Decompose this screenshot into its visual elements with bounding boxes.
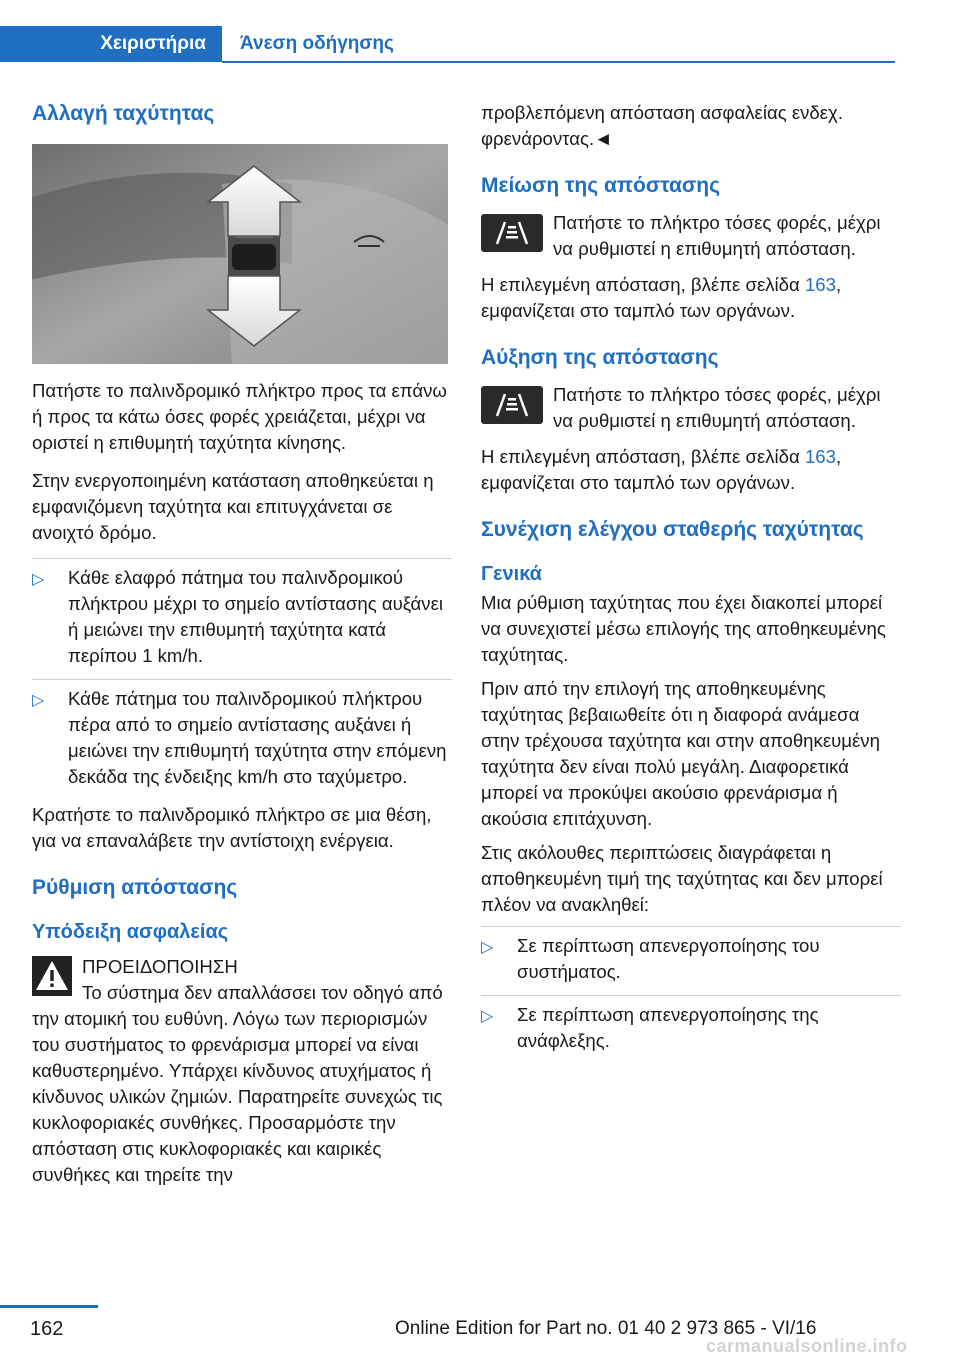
decrease-instruction [481, 210, 901, 262]
heading-distance-setting: Ρύθμιση απόστασης [32, 876, 238, 899]
distance-button-icon [481, 386, 543, 424]
page-reference-link[interactable]: 163 [804, 446, 836, 467]
resume-bullet-list [481, 926, 901, 1054]
increase-instruction [481, 382, 901, 434]
speed-bullet-list [32, 558, 452, 790]
warning-title: ΠΡΟΕΙΔΟΠΟΙΗΣΗ [82, 956, 238, 977]
general-paragraph-1: Μια ρύθμιση ταχύτητας που έχει διακοπεί μπορεί να συνεχιστεί μέσω επιλογής της αποθηκευμένης ταχύτητας. [481, 592, 886, 665]
header-divider [222, 61, 895, 63]
right-column [481, 100, 901, 1066]
distance-button-icon [481, 214, 543, 252]
decrease-selected-note: Η επιλεγμένη απόσταση, βλέπε σελίδα 163, εμφανίζεται στο ταμπλό των οργάνων. [481, 274, 842, 321]
list-item: ▷ Σε περίπτωση απενεργοποίησης της ανάφλεξης. [481, 995, 901, 1054]
steering-wheel-image [32, 144, 448, 364]
watermark: carmanualsonline.info [706, 1336, 908, 1356]
speed-paragraph-1: Πατήστε το παλινδρομικό πλήκτρο προς τα επάνω ή προς τα κάτω όσες φορές χρειάζεται, μέχρι να οριστεί η επιθυμητή ταχύτητα κίνησης. [32, 380, 447, 453]
triangle-bullet-icon: ▷ [481, 1008, 494, 1025]
heading-increase-distance: Αύξηση της απόστασης [481, 346, 719, 369]
heading-decrease-distance: Μείωση της απόστασης [481, 174, 721, 197]
heading-resume-cruise: Συνέχιση ελέγχου σταθερής ταχύτητας [481, 518, 864, 541]
list-item: ▷ Σε περίπτωση απενεργοποίησης του συστήματος. [481, 926, 901, 985]
speed-paragraph-2: Στην ενεργοποιημένη κατάσταση αποθηκεύεται η εμφανιζόμενη ταχύτητα και επιτυγχάνεται σε ανοιχτό δρόμο. [32, 470, 434, 543]
warning-block [32, 954, 452, 1188]
warning-text: Το σύστημα δεν απαλλάσσει τον οδηγό από την ατομική του ευθύνη. Λόγω των περιορισμών του συστήματος το φρενάρισμα μπορεί να είναι καθυστερημένο. Υπάρχει κίνδυνος ατυχήματος ή κίνδυνος υλικών ζημιών. Παρατηρείτε συνεχώς τις κυκλοφοριακές συνθήκες. Προσαρμόστε την απόσταση στις κυκλοφοριακές και καιρικές συνθήκες και τηρείτε την [32, 982, 443, 1185]
general-paragraph-3: Στις ακόλουθες περιπτώσεις διαγράφεται η αποθηκευμένη τιμή της ταχύτητας και δεν μπορεί πλέον να ανακληθεί: [481, 842, 883, 915]
heading-general: Γενικά [481, 563, 542, 585]
left-column [32, 100, 452, 1188]
general-paragraph-2: Πριν από την επιλογή της αποθηκευμένης ταχύτητας βεβαιωθείτε ότι η διαφορά ανάμεσα στην τρέχουσα ταχύτητα και στην αποθηκευμένη ταχύτητα δεν είναι πολύ μεγάλη. Διαφορετικά μπορεί να προκύψει ακούσιο φρενάρισμα ή ακούσια επιτάχυνση. [481, 678, 880, 829]
steering-wheel-illustration [32, 144, 448, 364]
triangle-bullet-icon: ▷ [32, 571, 45, 588]
tab-controls[interactable]: Χειριστήρια [0, 26, 222, 62]
edition-footer: Online Edition for Part no. 01 40 2 973 865 - VI/16 [395, 1318, 817, 1339]
decrease-text: Πατήστε το πλήκτρο τόσες φορές, μέχρι να ρυθμιστεί η επιθυμητή απόσταση. [553, 212, 881, 259]
triangle-bullet-icon: ▷ [481, 939, 494, 956]
page-number: 162 [30, 1318, 64, 1340]
warning-triangle-icon [32, 956, 72, 996]
heading-safety-note: Υπόδειξη ασφαλείας [32, 921, 229, 943]
heading-change-speed: Αλλαγή ταχύτητας [32, 102, 215, 125]
header-bar [0, 26, 895, 62]
triangle-bullet-icon: ▷ [32, 692, 45, 709]
list-item: ▷ Κάθε πάτημα του παλινδρομικού πλήκτρου πέρα από το σημείο αντίστασης αυξάνει ή μειώνει την επιθυμητή ταχύτητα στην επόμενη δεκάδα της ένδειξης km/h στο ταχύμετρο. [32, 679, 452, 790]
tab-driving-comfort[interactable]: Άνεση οδήγησης [240, 33, 394, 54]
continued-paragraph: προβλεπόμενη απόσταση ασφαλείας ενδεχ. φρενάροντας.◄ [481, 102, 843, 149]
increase-text: Πατήστε το πλήκτρο τόσες φορές, μέχρι να ρυθμιστεί η επιθυμητή απόσταση. [553, 384, 881, 431]
speed-paragraph-3: Κρατήστε το παλινδρομικό πλήκτρο σε μια θέση, για να επαναλάβετε την αντίστοιχη ενέργεια. [32, 804, 432, 851]
footer-divider [0, 1305, 98, 1308]
list-item: ▷ Κάθε ελαφρό πάτημα του παλινδρομικού πλήκτρου μέχρι το σημείο αντίστασης αυξάνει ή μειώνει την επιθυμητή ταχύτητα κατά περίπου 1 km/h. [32, 558, 452, 669]
page-reference-link[interactable]: 163 [804, 274, 836, 295]
increase-selected-note: Η επιλεγμένη απόσταση, βλέπε σελίδα 163, εμφανίζεται στο ταμπλό των οργάνων. [481, 446, 842, 493]
